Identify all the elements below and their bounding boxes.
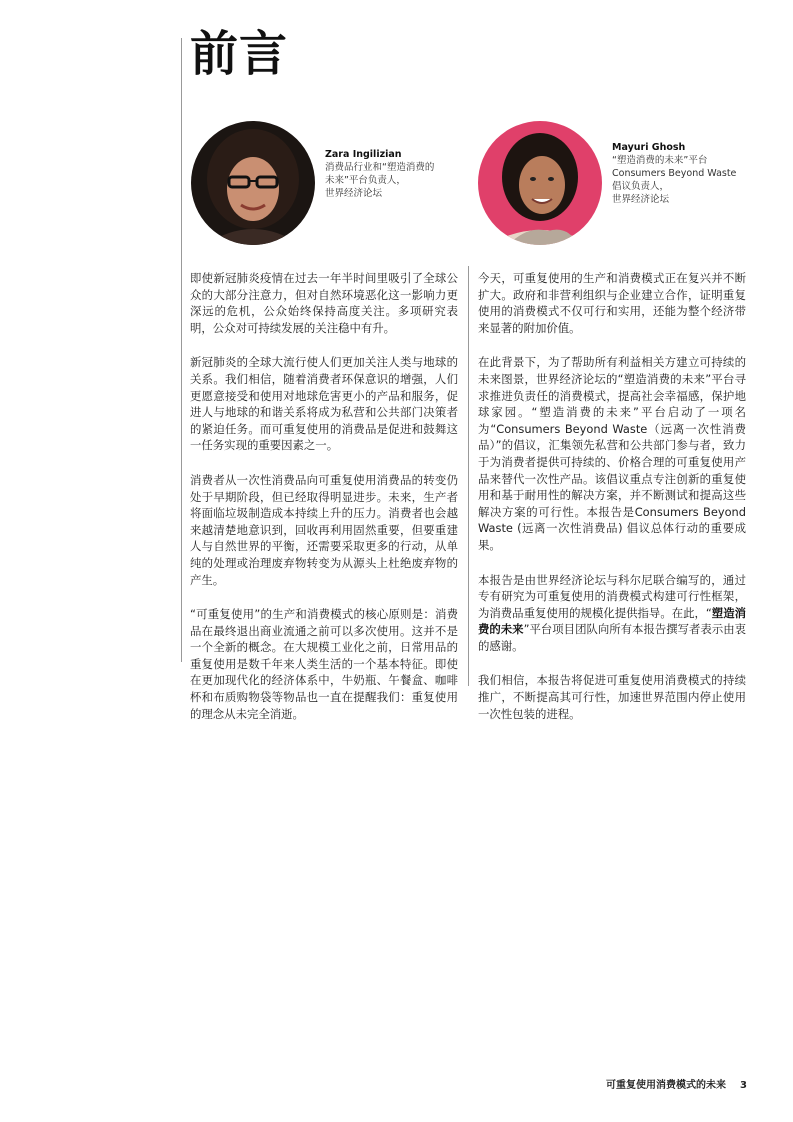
- column-divider: [468, 266, 469, 686]
- author-role-line: 消费品行业和“塑造消费的: [325, 162, 435, 173]
- paragraph-text: 本报告是由世界经济论坛与科尔尼联合编写的，通过专有研究为可重复使用的消费模式构建可行性框架，为消费品重复使用的规模化提供指导。在此，“: [478, 572, 746, 620]
- author-name: Mayuri Ghosh: [612, 142, 686, 153]
- paragraph: 今天，可重复使用的生产和消费模式正在复兴并不断扩大。政府和非营利组织与企业建立合作，证明重复使用的消费模式不仅可行和实用，还能为整个经济带来显著的附加价值。: [478, 271, 746, 335]
- paragraph-text: ”平台项目团队向所有本报告撰写者表示由衷的感谢。: [478, 622, 746, 653]
- page-footer: [606, 1076, 747, 1091]
- author-photo-mayuri: [478, 121, 602, 245]
- author-role-line: 世界经济论坛: [612, 194, 670, 205]
- left-text-column: [190, 270, 458, 740]
- author-role-line: 未来”平台负责人，: [325, 175, 406, 186]
- paragraph: 消费者从一次性消费品向可重复使用消费品的转变仍处于早期阶段，但已经取得明显进步。未来，生产者将面临垃圾制造成本持续上升的压力。消费者也会越来越清楚地意识到，回收再利用固然重要，但要重建人与自然世界的平衡，还需要采取更多的行动，从单纯的处理或治理废弃物转变为从源头上杜绝废弃物的产生。: [190, 472, 458, 587]
- author-role-line: 倡议负责人，: [612, 181, 670, 192]
- author-photo-zara: [191, 121, 315, 245]
- paragraph: “可重复使用”的生产和消费模式的核心原则是：消费品在最终退出商业流通之前可以多次使用。这并不是一个全新的概念。在大规模工业化之前，日常用品的重复使用是数千年来人类生活的一个基本特征。即使在更加现代化的经济体系中，牛奶瓶、午餐盒、咖啡杯和布质购物袋等物品也一直在提醒我们：重复使用的理念从未完全消逝。: [190, 607, 458, 721]
- footer-report-title: 可重复使用消费模式的未来: [606, 1080, 727, 1091]
- portrait-icon: [191, 121, 315, 245]
- paragraph: 即使新冠肺炎疫情在过去一年半时间里吸引了全球公众的大部分注意力，但对自然环境恶化这一影响力更深远的危机，公众始终保持高度关注。多项研究表明，公众对可持续发展的关注稳中有升。: [190, 271, 458, 335]
- page-number: 3: [740, 1080, 747, 1091]
- right-text-column: [478, 270, 746, 740]
- author-caption-zara: [325, 148, 434, 200]
- paragraph: 我们相信，本报告将促进可重复使用消费模式的持续推广，不断提高其可行性，加速世界范围内停止使用一次性包装的进程。: [478, 673, 746, 721]
- paragraph: [478, 572, 746, 655]
- author-role-line: Consumers Beyond Waste: [612, 168, 737, 179]
- author-role-line: “塑造消费的未来”平台: [612, 155, 708, 166]
- page-title: 前言: [190, 26, 289, 82]
- paragraph: 新冠肺炎的全球大流行使人们更加关注人类与地球的关系。我们相信，随着消费者环保意识的增强，人们更愿意接受和使用对地球危害更小的产品和服务，促进人与地球的和谐关系将成为私营和公共部门决策者的紧迫任务。而可重复使用的消费品是促进和鼓舞这一任务实现的重要因素之一。: [190, 355, 458, 453]
- emphasis-platform-name: 塑造消费的未来: [478, 605, 746, 637]
- author-caption-mayuri: [612, 141, 736, 206]
- paragraph: 在此背景下，为了帮助所有利益相关方建立可持续的未来图景，世界经济论坛的“塑造消费的未来”平台寻求推进负责任的消费模式，提高社会幸福感，保护地球家园。“塑造消费的未来”平台启动了一项名为“Consumers Beyond Waste（远离一次性消费品）”的倡议，汇集领先私营和公共部门参与者，致力于为消费者提供可持续的、价格合理的可重复使用产品来替代一次性产品。该倡议重点专注创新的重复使用和基于耐用性的解决方案，并不断测试和提高这些解决方案的可行性。本报告是Consumers Beyond Waste (远离一次性消费品) 倡议总体行动的重要成果。: [478, 355, 746, 552]
- author-name: Zara Ingilizian: [325, 149, 402, 160]
- author-role-line: 世界经济论坛: [325, 188, 383, 199]
- portrait-icon: [478, 121, 602, 245]
- left-rule: [181, 38, 182, 662]
